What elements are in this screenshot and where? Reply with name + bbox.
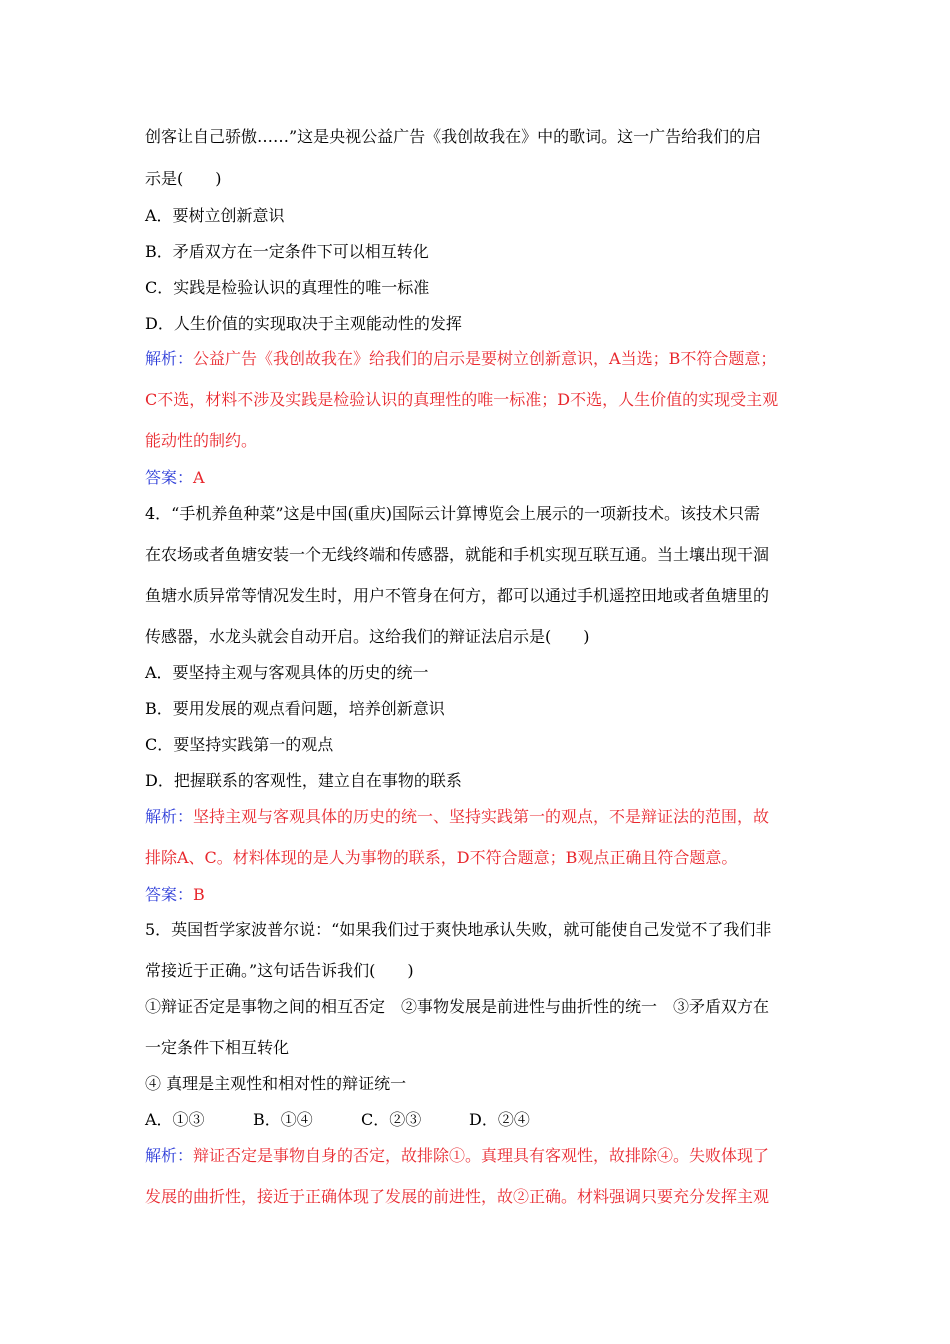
q3-answer-line — [145, 468, 205, 488]
q4-analysis-line-2: 排除A、C。材料体现的是人为事物的联系，D不符合题意；B观点正确且符合题意。 — [145, 848, 738, 867]
q5-choice-d: D．②④ — [469, 1110, 530, 1129]
q3-answer-label: 答案： — [145, 468, 194, 487]
q4-option-b: B．要用发展的观点看问题，培养创新意识 — [145, 699, 445, 718]
q3-answer-value: A — [193, 468, 205, 487]
q4-option-d: D．把握联系的客观性，建立自在事物的联系 — [145, 771, 462, 790]
q3-option-b: B．矛盾双方在一定条件下可以相互转化 — [145, 242, 429, 261]
q5-choice-c: C．②③ — [361, 1110, 422, 1129]
q4-stem-line-3: 鱼塘水质异常等情况发生时，用户不管身在何方，都可以通过手机遥控田地或者鱼塘里的 — [145, 586, 770, 605]
q3-option-d: D．人生价值的实现取决于主观能动性的发挥 — [145, 314, 462, 333]
q4-answer-value: B — [193, 885, 205, 904]
q3-stem-line-1: 创客让自己骄傲……”这是央视公益广告《我创故我在》中的歌词。这一广告给我们的启 — [145, 127, 762, 146]
q4-answer-line — [145, 885, 205, 905]
q4-analysis-text-1: 坚持主观与客观具体的历史的统一、坚持实践第一的观点，不是辩证法的范围，故 — [193, 807, 770, 826]
q3-option-a: A．要树立创新意识 — [145, 206, 285, 225]
q5-choice-b: B．①④ — [253, 1110, 313, 1129]
q4-option-a: A．要坚持主观与客观具体的历史的统一 — [145, 663, 429, 682]
q4-option-c: C．要坚持实践第一的观点 — [145, 735, 334, 754]
q3-stem-line-2: 示是( ) — [145, 169, 222, 188]
q5-choice-a: A．①③ — [145, 1110, 205, 1129]
q5-stem-line-1: 5．英国哲学家波普尔说：“如果我们过于爽快地承认失败，就可能使自己发觉不了我们非 — [145, 920, 772, 939]
q5-statements-line-2: 一定条件下相互转化 — [145, 1038, 290, 1057]
q3-analysis-text-1: 公益广告《我创故我在》给我们的启示是要树立创新意识，A当选；B不符合题意； — [193, 349, 777, 368]
q4-analysis-label: 解析： — [145, 807, 194, 826]
q4-stem-line-4: 传感器，水龙头就会自动开启。这给我们的辩证法启示是( ) — [145, 627, 590, 646]
q3-analysis-line-3: 能动性的制约。 — [145, 431, 258, 450]
q5-choices — [145, 1110, 530, 1130]
q4-analysis-line-1 — [145, 807, 769, 827]
q5-analysis-label: 解析： — [145, 1146, 194, 1165]
q5-statements-line-1: ①辩证否定是事物之间的相互否定 ②事物发展是前进性与曲折性的统一 ③矛盾双方在 — [145, 997, 770, 1016]
q3-analysis-label: 解析： — [145, 349, 194, 368]
q5-analysis-text-1: 辩证否定是事物自身的否定，故排除①。真理具有客观性，故排除④。失败体现了 — [193, 1146, 770, 1165]
q5-stem-line-2: 常接近于正确。”这句话告诉我们( ) — [145, 961, 414, 980]
q4-stem-line-1: 4．“手机养鱼种菜”这是中国(重庆)国际云计算博览会上展示的一项新技术。该技术只需 — [145, 504, 761, 523]
q4-answer-label: 答案： — [145, 885, 194, 904]
q3-analysis-line-1 — [145, 349, 776, 369]
q3-option-c: C．实践是检验认识的真理性的唯一标准 — [145, 278, 430, 297]
q4-stem-line-2: 在农场或者鱼塘安装一个无线终端和传感器，就能和手机实现互联互通。当土壤出现干涸 — [145, 545, 770, 564]
q5-analysis-line-1 — [145, 1146, 769, 1166]
q3-analysis-line-2: C不选，材料不涉及实践是检验认识的真理性的唯一标准；D不选，人生价值的实现受主观 — [145, 390, 779, 409]
q5-analysis-line-2: 发展的曲折性，接近于正确体现了发展的前进性，故②正确。材料强调只要充分发挥主观 — [145, 1187, 770, 1206]
q5-statements-line-3: ④ 真理是主观性和相对性的辩证统一 — [145, 1074, 407, 1093]
